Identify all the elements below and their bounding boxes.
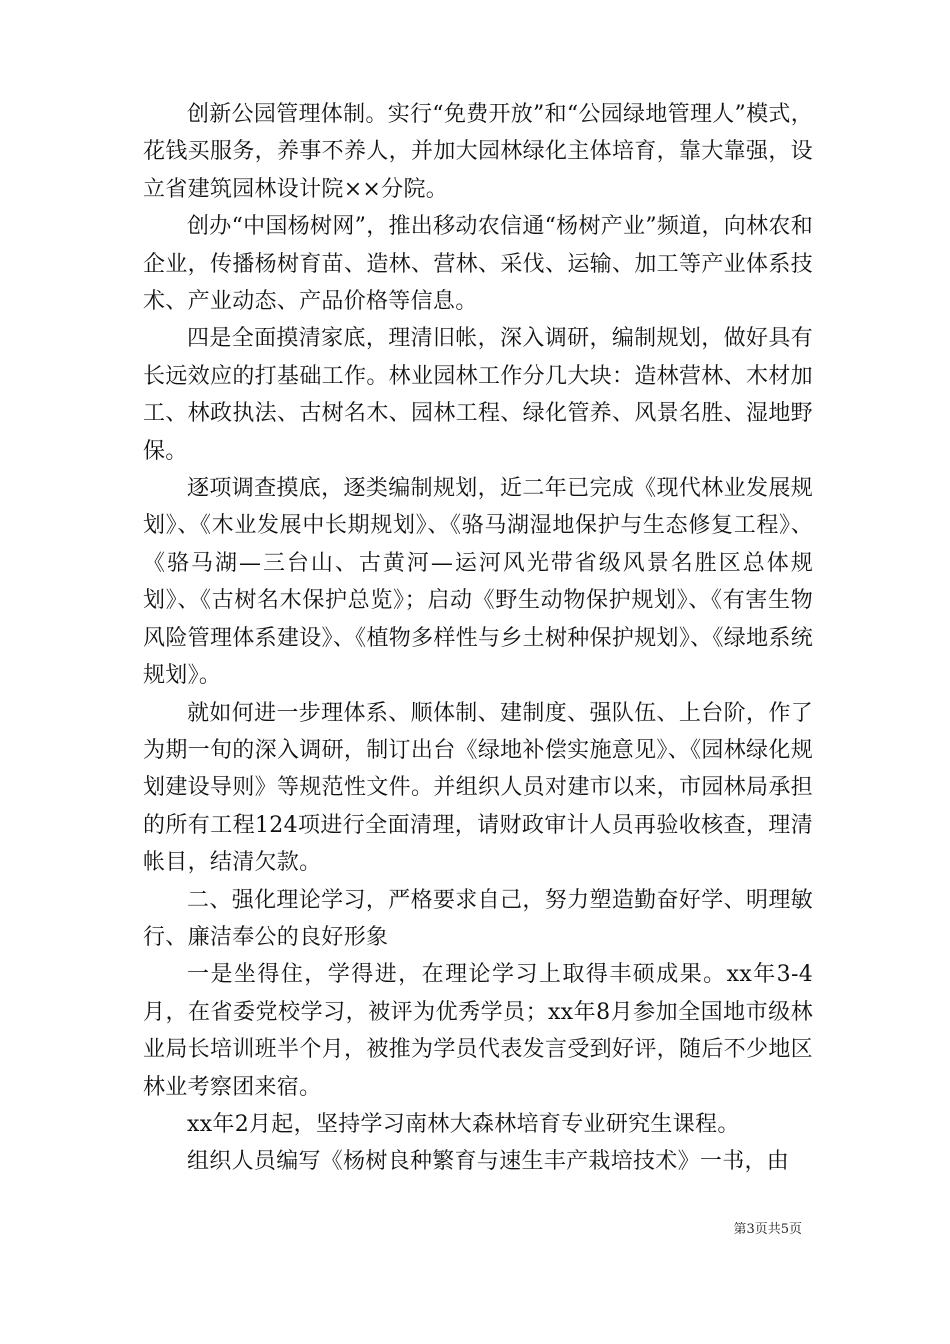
paragraph-survey-planning: 四是全面摸清家底，理清旧帐，深入调研，编制规划，做好具有长远效应的打基础工作。林业园林工作分几大块：造林营林、木材加工、林政执法、古树名木、园林工程、绿化管养、风景名胜、湿地野保。 [143,326,813,464]
paragraph-study-results: 一是坐得住，学得进，在理论学习上取得丰硕成果。xx年3-4月，在省委党校学习，被评为优秀学员；xx年8月参加全国地市级林业局长培训班半个月，被推为学员代表发言受到好评，随后不少地区林业考察团来宿。 [143,962,813,1100]
section-heading-theory-study: 二、强化理论学习，严格要求自己，努力塑造勤奋好学、明理敏行、廉洁奉公的良好形象 [143,887,813,950]
paragraph-graduate-course: xx年2月起，坚持学习南林大森林培育专业研究生课程。 [187,1111,740,1137]
paragraph-research-documents: 就如何进一步理体系、顺体制、建制度、强队伍、上台阶，作了为期一旬的深入调研，制订出台《绿地补偿实施意见》、《园林绿化规划建设导则》等规范性文件。并组织人员对建市以来，市园林局承担的所有工程124项进行全面清理，请财政审计人员再验收核查，理清帐目，结清欠款。 [143,700,813,876]
paragraph-book-writing: 组织人员编写《杨树良种繁育与速生丰产栽培技术》一书，由 [187,1149,790,1175]
document-body [143,96,813,1181]
page-number-footer: 第3页共5页 [733,1222,802,1237]
paragraph-poplar-network: 创办“中国杨树网”，推出移动农信通“杨树产业”频道，向林农和企业，传播杨树育苗、造林、营林、采伐、运输、加工等产业体系技术、产业动态、产品价格等信息。 [143,214,813,315]
paragraph-park-management: 创新公园管理体制。实行“免费开放”和“公园绿地管理人”模式，花钱买服务，养事不养人，并加大园林绿化主体培育，靠大靠强，设立省建筑园林设计院××分院。 [143,102,813,202]
paragraph-plans-list: 逐项调查摸底，逐类编制规划，近二年已完成《现代林业发展规划》、《木业发展中长期规划》、《骆马湖湿地保护与生态修复工程》、《骆马湖—三台山、古黄河—运河风光带省级风景名胜区总体规划》、《古树名木保护总览》；启动《野生动物保护规划》、《有害生物风险管理体系建设》、《植物多样性与乡土树种保护规划》、《绿地系统规划》。 [143,476,813,689]
